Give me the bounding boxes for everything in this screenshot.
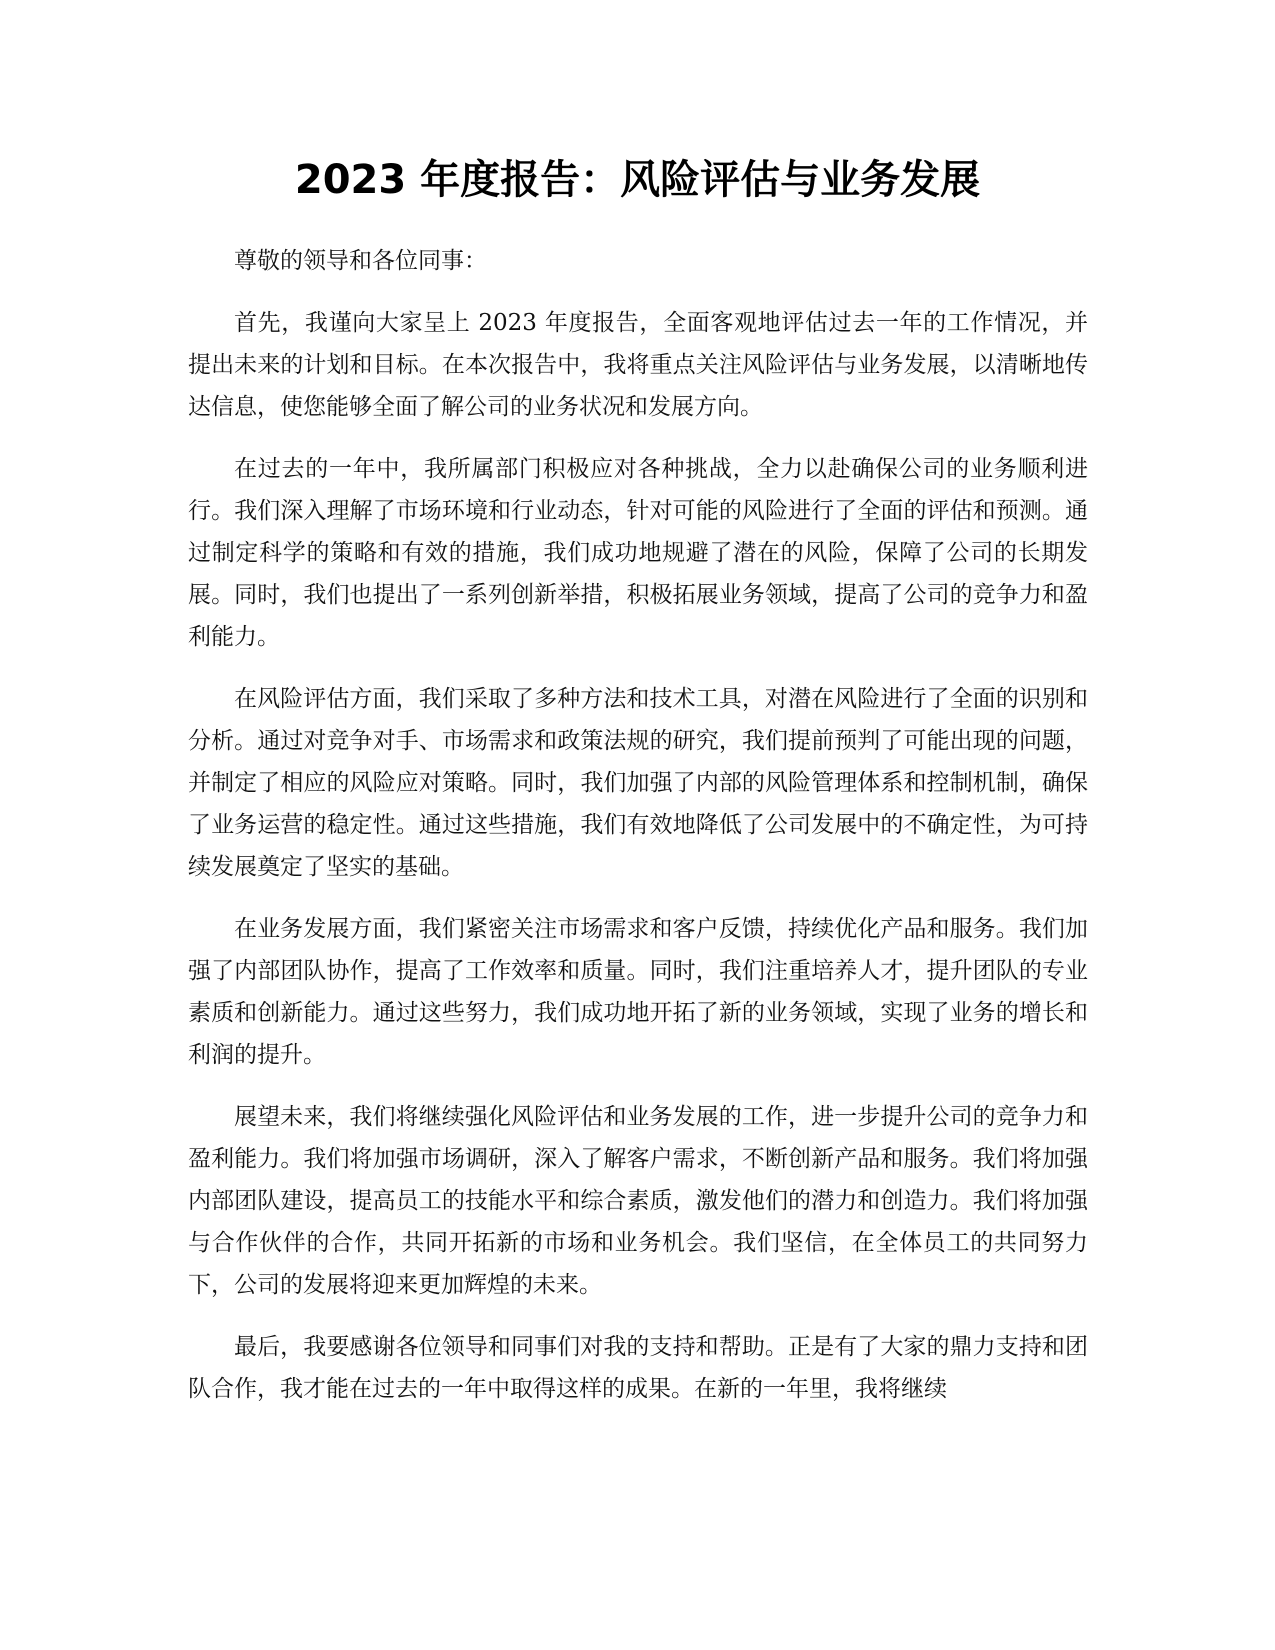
paragraph-past-year: 在过去的一年中，我所属部门积极应对各种挑战，全力以赴确保公司的业务顺利进行。我们深入理解了市场环境和行业动态，针对可能的风险进行了全面的评估和预测。通过制定科学的策略和有效的措施，我们成功地规避了潜在的风险，保障了公司的长期发展。同时，我们也提出了一系列创新举措，积极拓展业务领域，提高了公司的竞争力和盈利能力。 — [188, 456, 1088, 650]
paragraph-closing: 最后，我要感谢各位领导和同事们对我的支持和帮助。正是有了大家的鼎力支持和团队合作，我才能在过去的一年中取得这样的成果。在新的一年里，我将继续 — [188, 1334, 1088, 1402]
paragraph-business-development: 在业务发展方面，我们紧密关注市场需求和客户反馈，持续优化产品和服务。我们加强了内部团队协作，提高了工作效率和质量。同时，我们注重培养人才，提升团队的专业素质和创新能力。通过这些努力，我们成功地开拓了新的业务领域，实现了业务的增长和利润的提升。 — [188, 916, 1088, 1068]
paragraph-risk-assessment: 在风险评估方面，我们采取了多种方法和技术工具，对潜在风险进行了全面的识别和分析。通过对竞争对手、市场需求和政策法规的研究，我们提前预判了可能出现的问题，并制定了相应的风险应对策略。同时，我们加强了内部的风险管理体系和控制机制，确保了业务运营的稳定性。通过这些措施，我们有效地降低了公司发展中的不确定性，为可持续发展奠定了坚实的基础。 — [188, 686, 1088, 880]
paragraph-outlook: 展望未来，我们将继续强化风险评估和业务发展的工作，进一步提升公司的竞争力和盈利能力。我们将加强市场调研，深入了解客户需求，不断创新产品和服务。我们将加强内部团队建设，提高员工的技能水平和综合素质，激发他们的潜力和创造力。我们将加强与合作伙伴的合作，共同开拓新的市场和业务机会。我们坚信，在全体员工的共同努力下，公司的发展将迎来更加辉煌的未来。 — [188, 1104, 1088, 1298]
paragraph-intro: 首先，我谨向大家呈上 2023 年度报告，全面客观地评估过去一年的工作情况，并提出未来的计划和目标。在本次报告中，我将重点关注风险评估与业务发展，以清晰地传达信息，使您能够全面了解公司的业务状况和发展方向。 — [188, 310, 1088, 420]
greeting-line: 尊敬的领导和各位同事： — [234, 248, 487, 274]
document-body — [188, 240, 1088, 1430]
document-title: 2023 年度报告：风险评估与业务发展 — [294, 157, 981, 203]
